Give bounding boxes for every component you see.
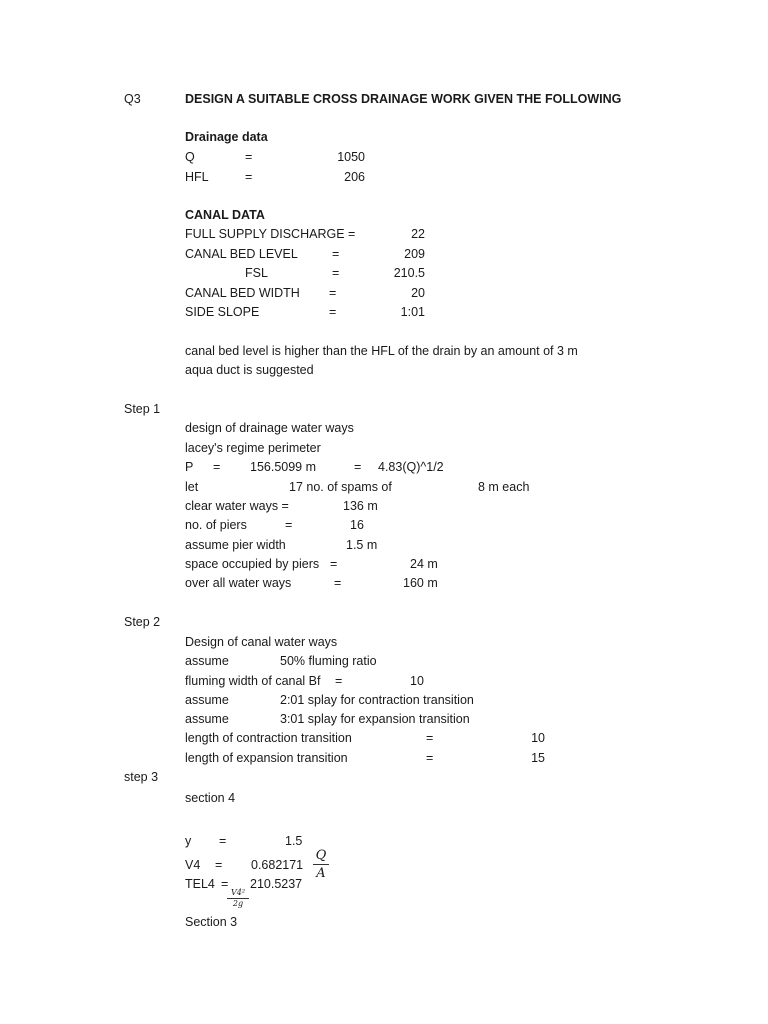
canal-cbl-value: 209 xyxy=(404,247,425,261)
step1-oww-value: 160 m xyxy=(403,576,438,590)
step1-p-value: 156.5099 m xyxy=(250,460,317,474)
step3-y-label: y xyxy=(185,834,192,848)
v4-fraction-denominator: A xyxy=(316,866,326,881)
tel4-fraction-numerator: V4² xyxy=(230,888,246,897)
step2-bf-label: fluming width of canal Bf xyxy=(185,674,321,688)
fraction-bar xyxy=(313,864,329,865)
canal-fsl-label: FSL xyxy=(245,266,268,280)
drainage-q-eq: = xyxy=(245,150,253,164)
drainage-hfl-label: HFL xyxy=(185,170,209,184)
canal-fsl-value: 210.5 xyxy=(393,266,425,280)
step1-space-label: space occupied by piers xyxy=(185,557,320,571)
v4-fraction-formula xyxy=(313,849,329,880)
step2-assume3-label: assume xyxy=(185,712,229,726)
step2-let-eq: = xyxy=(426,751,434,765)
step3-tel4-label: TEL4 xyxy=(185,877,215,891)
canal-ss-value: 1:01 xyxy=(400,305,425,319)
step2-lct-eq: = xyxy=(426,731,434,745)
canal-ss-label: SIDE SLOPE xyxy=(185,305,260,319)
step1-let-text: 17 no. of spams of xyxy=(289,480,392,494)
canal-fsl-eq: = xyxy=(332,266,340,280)
canal-cbw-label: CANAL BED WIDTH xyxy=(185,286,300,300)
step1-space-eq: = xyxy=(330,557,338,571)
canal-cbw-eq: = xyxy=(329,286,337,300)
step1-cww-label: clear water ways = xyxy=(185,499,289,513)
step1-piers-label: no. of piers xyxy=(185,518,247,532)
step1-piers-eq: = xyxy=(285,518,293,532)
canal-note-2: aqua duct is suggested xyxy=(185,363,314,377)
step1-pier-width-value: 1.5 m xyxy=(346,538,378,552)
canal-cbl-eq: = xyxy=(332,247,340,261)
step1-line2: lacey's regime perimeter xyxy=(185,441,321,455)
step1-piers-value: 16 xyxy=(350,518,364,532)
step3-v4-label: V4 xyxy=(185,858,201,872)
step3-section3: Section 3 xyxy=(185,915,238,929)
step1-space-value: 24 m xyxy=(410,557,438,571)
step2-let-label: length of expansion transition xyxy=(185,751,348,765)
step3-y-eq: = xyxy=(219,834,227,848)
step2-assume1-text: 50% fluming ratio xyxy=(280,654,377,668)
step3-v4-value: 0.682171 xyxy=(251,858,304,872)
step2-line1: Design of canal water ways xyxy=(185,635,338,649)
drainage-hfl-eq: = xyxy=(245,170,253,184)
step1-cww-value: 136 m xyxy=(343,499,378,513)
step1-line1: design of drainage water ways xyxy=(185,421,354,435)
step1-p-eq2: = xyxy=(354,460,362,474)
step3-tel4-eq: = xyxy=(221,877,229,891)
step1-oww-label: over all water ways xyxy=(185,576,292,590)
step1-let-each: 8 m each xyxy=(478,480,530,494)
question-title: DESIGN A SUITABLE CROSS DRAINAGE WORK GIVEN THE FOLLOWING xyxy=(185,92,622,106)
question-number: Q3 xyxy=(124,92,141,106)
step1-p-eq: = xyxy=(213,460,221,474)
step2-bf-eq: = xyxy=(335,674,343,688)
step2-label: Step 2 xyxy=(124,615,161,629)
step2-assume2-label: assume xyxy=(185,693,229,707)
step1-pier-width-label: assume pier width xyxy=(185,538,286,552)
step1-let-label: let xyxy=(185,480,199,494)
step2-assume3-text: 3:01 splay for expansion transition xyxy=(280,712,470,726)
step2-let-value: 15 xyxy=(531,751,545,765)
step1-label: Step 1 xyxy=(124,402,161,416)
step1-oww-eq: = xyxy=(334,576,342,590)
drainage-hfl-value: 206 xyxy=(344,170,365,184)
canal-ss-eq: = xyxy=(329,305,337,319)
tel4-fraction-denominator: 2g xyxy=(232,899,244,908)
tel4-fraction-formula xyxy=(227,889,249,908)
step3-y-value: 1.5 xyxy=(285,834,303,848)
step3-v4-eq: = xyxy=(215,858,223,872)
step2-assume1-label: assume xyxy=(185,654,229,668)
canal-heading: CANAL DATA xyxy=(185,208,265,222)
step2-assume2-text: 2:01 splay for contraction transition xyxy=(280,693,474,707)
canal-note-1: canal bed level is higher than the HFL of the drain by an amount of 3 m xyxy=(185,344,578,358)
canal-cbl-label: CANAL BED LEVEL xyxy=(185,247,298,261)
drainage-q-value: 1050 xyxy=(337,150,365,164)
step1-p-formula: 4.83(Q)^1/2 xyxy=(378,460,444,474)
canal-fsd-value: 22 xyxy=(411,227,425,241)
step3-section4: section 4 xyxy=(185,791,236,805)
canal-cbw-value: 20 xyxy=(411,286,425,300)
step3-tel4-value: 210.5237 xyxy=(250,877,303,891)
drainage-q-label: Q xyxy=(185,150,195,164)
step2-lct-label: length of contraction transition xyxy=(185,731,352,745)
v4-fraction-numerator: Q xyxy=(315,848,327,863)
step2-lct-value: 10 xyxy=(531,731,545,745)
drainage-heading: Drainage data xyxy=(185,130,268,144)
step1-p-label: P xyxy=(185,460,194,474)
step2-bf-value: 10 xyxy=(410,674,424,688)
step3-label: step 3 xyxy=(124,770,159,784)
canal-fsd-label: FULL SUPPLY DISCHARGE = xyxy=(185,227,356,241)
